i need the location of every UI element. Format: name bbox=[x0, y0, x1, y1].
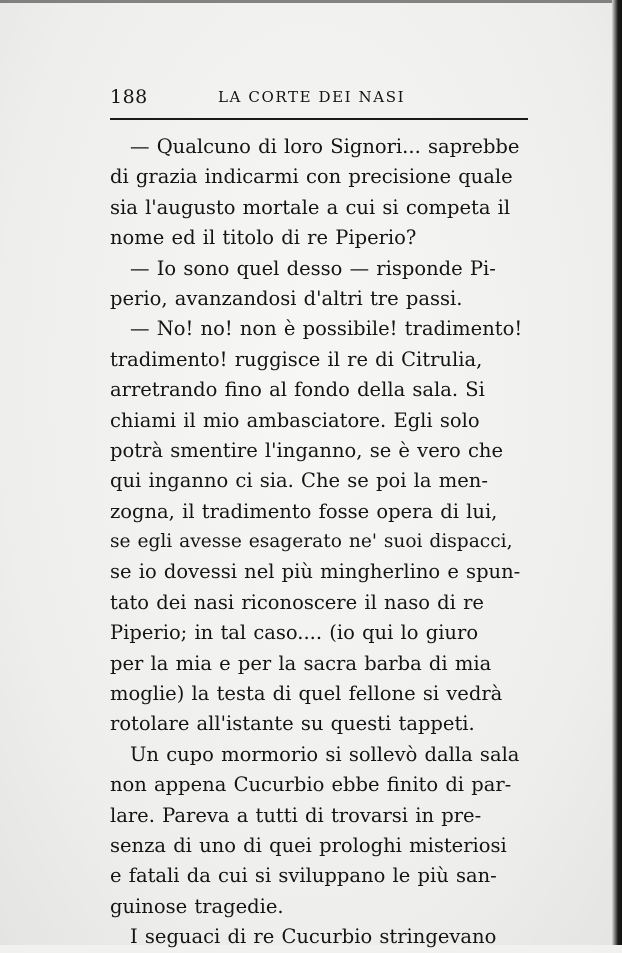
text-line: — Io sono quel desso — risponde Pi- bbox=[130, 256, 496, 280]
text-line: rotolare all'istante su questi tappeti. bbox=[110, 712, 475, 736]
text-line: non appena Cucurbio ebbe finito di par- bbox=[110, 773, 512, 797]
page-top-edge bbox=[0, 0, 622, 3]
text-line: se egli avesse esagerato ne' suoi dispacci, bbox=[110, 531, 513, 553]
text-line: guinose tragedie. bbox=[110, 894, 284, 918]
text-line: nome ed il titolo di re Piperio? bbox=[110, 226, 417, 250]
text-line: perio, avanzandosi d'altri tre passi. bbox=[110, 286, 463, 310]
text-line: senza di uno di quei prologhi misteriosi bbox=[110, 833, 507, 857]
page-binding-shadow bbox=[612, 0, 622, 945]
text-line: di grazia indicarmi con precisione quale bbox=[110, 165, 513, 189]
text-line: — No! no! non è possibile! tradimento! bbox=[130, 317, 523, 341]
text-line: per la mia e per la sacra barba di mia bbox=[110, 651, 492, 675]
text-line: chiami il mio ambasciatore. Egli solo bbox=[110, 408, 480, 432]
text-line: Un cupo mormorio si sollevò dalla sala bbox=[130, 742, 520, 766]
text-line: lare. Pareva a tutti di trovarsi in pre- bbox=[110, 803, 482, 827]
text-line: qui inganno ci sia. Che se poi la men- bbox=[110, 469, 488, 493]
text-line: moglie) la testa di quel fellone si vedrà bbox=[110, 682, 503, 706]
text-line: tato dei nasi riconoscere il naso di re bbox=[110, 590, 484, 614]
text-line: se io dovessi nel più mingherlino e spun- bbox=[110, 560, 521, 584]
page-number: 188 bbox=[110, 86, 148, 108]
running-title: LA CORTE DEI NASI bbox=[218, 88, 406, 106]
text-line: Piperio; in tal caso.... (io qui lo giuro bbox=[110, 621, 479, 645]
text-line: arretrando fino al fondo della sala. Si bbox=[110, 378, 485, 402]
text-line: sia l'augusto mortale a cui si competa il bbox=[110, 195, 511, 219]
body-text bbox=[110, 132, 542, 953]
header-rule bbox=[110, 118, 528, 120]
text-line: — Qualcuno di loro Signori... saprebbe bbox=[130, 135, 520, 158]
text-line: e fatali da cui si sviluppano le più san- bbox=[110, 864, 497, 888]
text-line: potrà smentire l'inganno, se è vero che bbox=[110, 438, 504, 462]
text-line: zogna, il tradimento fosse opera di lui, bbox=[110, 499, 498, 523]
text-line: tradimento! ruggisce il re di Citrulia, bbox=[110, 347, 483, 371]
page-header bbox=[110, 84, 528, 112]
text-line: I seguaci di re Cucurbio stringevano bbox=[130, 925, 497, 949]
